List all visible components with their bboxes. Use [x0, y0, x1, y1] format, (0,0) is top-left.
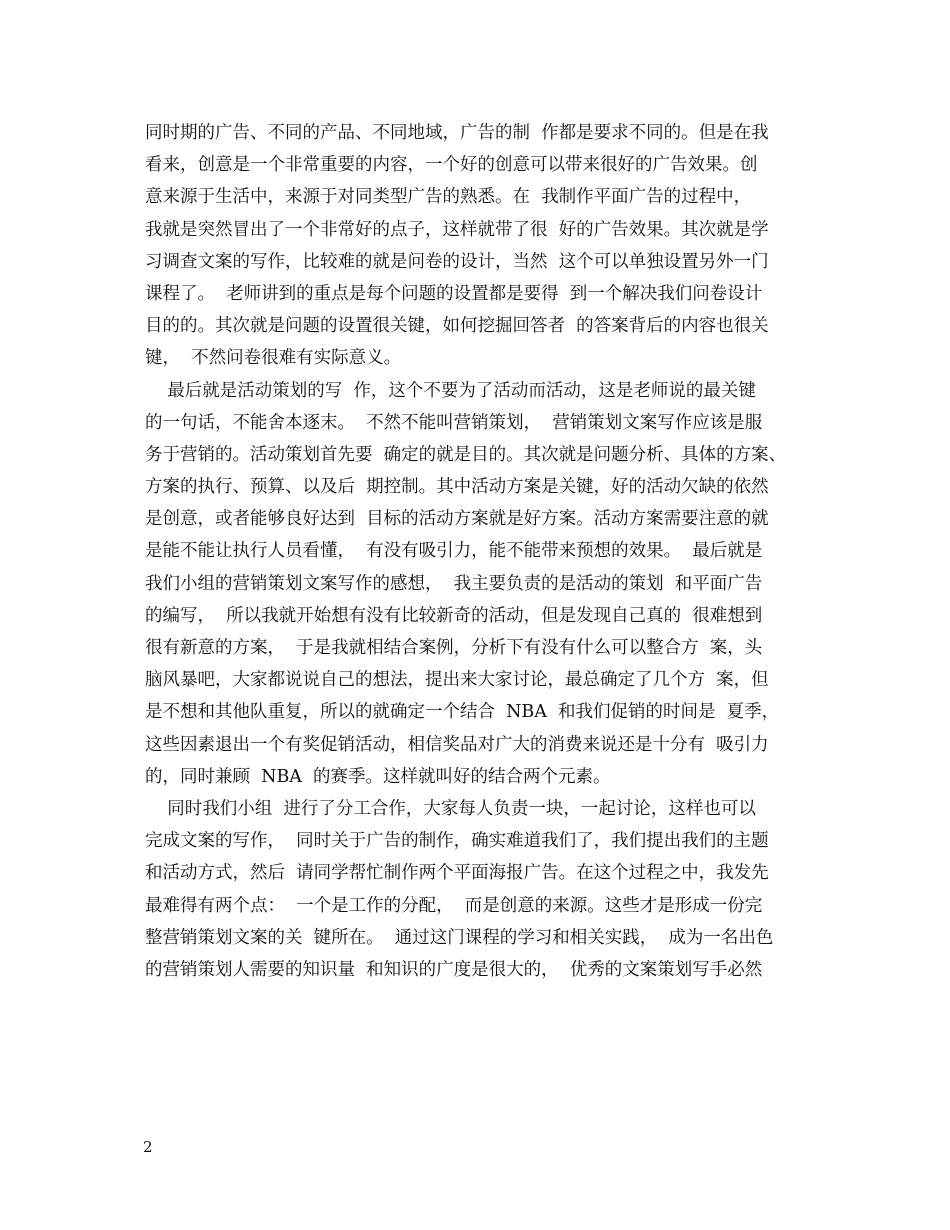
text-line: 目的的。其次就是问题的设置很关键，如何挖掘回答者 的答案背后的内容也很关	[145, 316, 769, 337]
text-line: 的，同时兼顾 NBA 的赛季。这样就叫好的结合两个元素。	[145, 766, 611, 787]
text-line: 脑风暴吧，大家都说说自己的想法，提出来大家讨论，最总确定了几个方 案，但	[145, 670, 769, 691]
text-line: 是能不能让执行人员看懂， 有没有吸引力，能不能带来预想的效果。 最后就是	[145, 541, 763, 562]
text-line: 的一句话，不能舍本逐末。 不然不能叫营销策划， 营销策划文案写作应该是服	[145, 412, 763, 433]
text-line: 意来源于生活中，来源于对同类型广告的熟悉。在 我制作平面广告的过程中，	[145, 187, 752, 208]
text-line: 的营销策划人需要的知识量 和知识的广度是很大的， 优秀的文案策划写手必然	[145, 959, 763, 980]
text-line: 习调查文案的写作，比较难的就是问卷的设计，当然 这个可以单独设置另外一门	[145, 251, 769, 272]
text-line: 方案的执行、预算、以及后 期控制。其中活动方案是关键，好的活动欠缺的依然	[145, 477, 769, 498]
text-line: 务于营销的。活动策划首先要 确定的就是目的。其次就是问题分析、具体的方案、	[145, 444, 787, 465]
text-line: 和活动方式，然后 请同学帮忙制作两个平面海报广告。在这个过程之中，我发先	[145, 863, 769, 884]
text-line: 键， 不然问卷很难有实际意义。	[145, 348, 402, 369]
text-line: 我就是突然冒出了一个非常好的点子，这样就带了很 好的广告效果。其次就是学	[145, 219, 769, 240]
text-line: 课程了。 老师讲到的重点是每个问题的设置都是要得 到一个解决我们问卷设计	[145, 283, 763, 304]
text-line: 同时期的广告、不同的产品、不同地域，广告的制 作都是要求不同的。但是在我	[145, 123, 769, 143]
text-line: 看来，创意是一个非常重要的内容，一个好的创意可以带来很好的广告效果。创	[145, 155, 758, 176]
text-line: 完成文案的写作， 同时关于广告的制作，确实难道我们了，我们提出我们的主题	[145, 831, 769, 852]
text-line: 很有新意的方案， 于是我就相结合案例，分析下有没有什么可以整合方 案，头	[145, 638, 763, 658]
text-line: 是不想和其他队重复，所以的就确定一个结合 NBA 和我们促销的时间是 夏季，	[145, 702, 780, 723]
text-line: 同时我们小组 进行了分工合作，大家每人负责一块，一起讨论，这样也可以	[145, 798, 756, 819]
text-line: 整营销策划文案的关 键所在。 通过这门课程的学习和相关实践， 成为一名出色	[145, 927, 774, 948]
page-number: 2	[143, 1138, 153, 1156]
text-line: 最难得有两个点： 一个是工作的分配， 而是创意的来源。这些才是形成一份完	[145, 895, 763, 916]
body-text	[145, 117, 825, 986]
text-line: 的编写， 所以我就开始想有没有比较新奇的活动，但是发现自己真的 很难想到	[145, 605, 763, 626]
text-line: 我们小组的营销策划文案写作的感想， 我主要负责的是活动的策划 和平面广告	[145, 573, 763, 594]
text-line: 是创意，或者能够良好达到 目标的活动方案就是好方案。活动方案需要注意的就	[145, 509, 769, 530]
text-line: 这些因素退出一个有奖促销活动，相信奖品对广大的消费来说还是十分有 吸引力	[145, 734, 769, 755]
text-line: 最后就是活动策划的写 作，这个不要为了活动而活动，这是老师说的最关键	[145, 380, 756, 401]
